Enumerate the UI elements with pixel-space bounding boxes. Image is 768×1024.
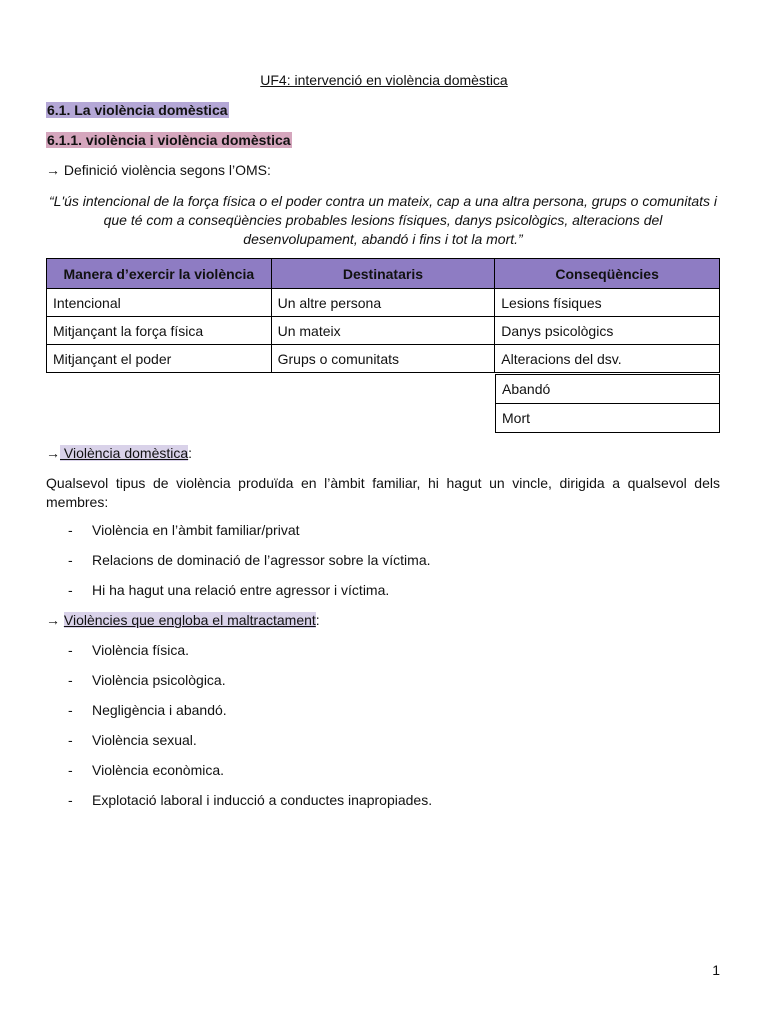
list-item-text: Violència física. (92, 642, 190, 658)
list-item-text: Explotació laboral i inducció a conductes inapropiades. (92, 792, 433, 808)
bullet-dash: - (68, 552, 73, 568)
list-item-text: Violència econòmica. (92, 762, 225, 778)
page-number: 1 (712, 962, 720, 978)
list-item (68, 762, 224, 778)
bullet-dash: - (68, 672, 73, 688)
table-cell: Mort (496, 404, 720, 433)
bullet-dash: - (68, 522, 73, 538)
table-row (47, 289, 720, 317)
table-cell: Un mateix (271, 317, 495, 345)
table-row (47, 317, 720, 345)
list-item (68, 672, 226, 688)
table-row (496, 375, 720, 404)
document-title: UF4: intervenció en violència domèstica (260, 72, 508, 88)
bullet-dash: - (68, 702, 73, 718)
domestic-violence-description: Qualsevol tipus de violència produïda en l’àmbit familiar, hi hagut un vincle, dirigida a qualsevol dels membres: (46, 475, 720, 510)
list-item (68, 732, 197, 748)
bullet-dash: - (68, 792, 73, 808)
definition-line (46, 162, 271, 178)
table-cell: Lesions físiques (495, 289, 720, 317)
definition-label: Definició violència segons l’OMS: (63, 162, 271, 178)
highlighted-term: Violència domèstica (60, 445, 189, 461)
table-header-row (47, 259, 720, 289)
bullet-dash: - (68, 582, 73, 598)
arrow-icon: → (46, 445, 60, 461)
colon: : (315, 612, 320, 628)
violence-table (46, 258, 720, 373)
table-cell: Mitjançant la força física (47, 317, 272, 345)
list-item (68, 582, 389, 598)
list-item (68, 642, 189, 658)
colon: : (188, 445, 193, 461)
bullet-dash: - (68, 642, 73, 658)
table-cell: Danys psicològics (495, 317, 720, 345)
domestic-violence-heading (46, 445, 192, 461)
list-item-text: Violència en l’àmbit familiar/privat (92, 522, 300, 538)
list-item-text: Hi ha hagut una relació entre agressor i víctima. (92, 582, 390, 598)
table-row (496, 404, 720, 433)
table-cell: Un altre persona (271, 289, 495, 317)
list-item (68, 792, 432, 808)
violence-types-heading (46, 612, 320, 628)
table-cell: Mitjançant el poder (47, 345, 272, 373)
highlighted-term: Violències que engloba el maltractament (63, 612, 316, 628)
table-cell: Grups o comunitats (271, 345, 495, 373)
list-item (68, 522, 300, 538)
arrow-icon: → (46, 162, 60, 178)
extra-consequences-table (495, 374, 720, 433)
list-item-text: Negligència i abandó. (92, 702, 227, 718)
table-header: Manera d’exercir la violència (47, 259, 272, 289)
bullet-dash: - (68, 762, 73, 778)
table-cell: Intencional (47, 289, 272, 317)
table-cell: Alteracions del dsv. (495, 345, 720, 373)
bullet-dash: - (68, 732, 73, 748)
subsection-heading: 6.1.1. violència i violència domèstica (47, 132, 291, 148)
list-item-text: Violència psicològica. (92, 672, 226, 688)
list-item (68, 552, 431, 568)
who-quote: “L'ús intencional de la força física o el poder contra un mateix, cap a una altra persona, grups o comunitats i que té com a conseqüències probables lesions físiques, danys psicològics, alteracions del desenvolupament, abandó i fins i tot la mort.” (48, 193, 718, 247)
table-header: Conseqüències (495, 259, 720, 289)
section-heading: 6.1. La violència domèstica (47, 102, 228, 118)
list-item-text: Violència sexual. (92, 732, 197, 748)
table-row (47, 345, 720, 373)
list-item-text: Relacions de dominació de l’agressor sobre la víctima. (92, 552, 431, 568)
list-item (68, 702, 227, 718)
table-cell: Abandó (496, 375, 720, 404)
table-header: Destinataris (271, 259, 495, 289)
arrow-icon: → (46, 612, 60, 628)
